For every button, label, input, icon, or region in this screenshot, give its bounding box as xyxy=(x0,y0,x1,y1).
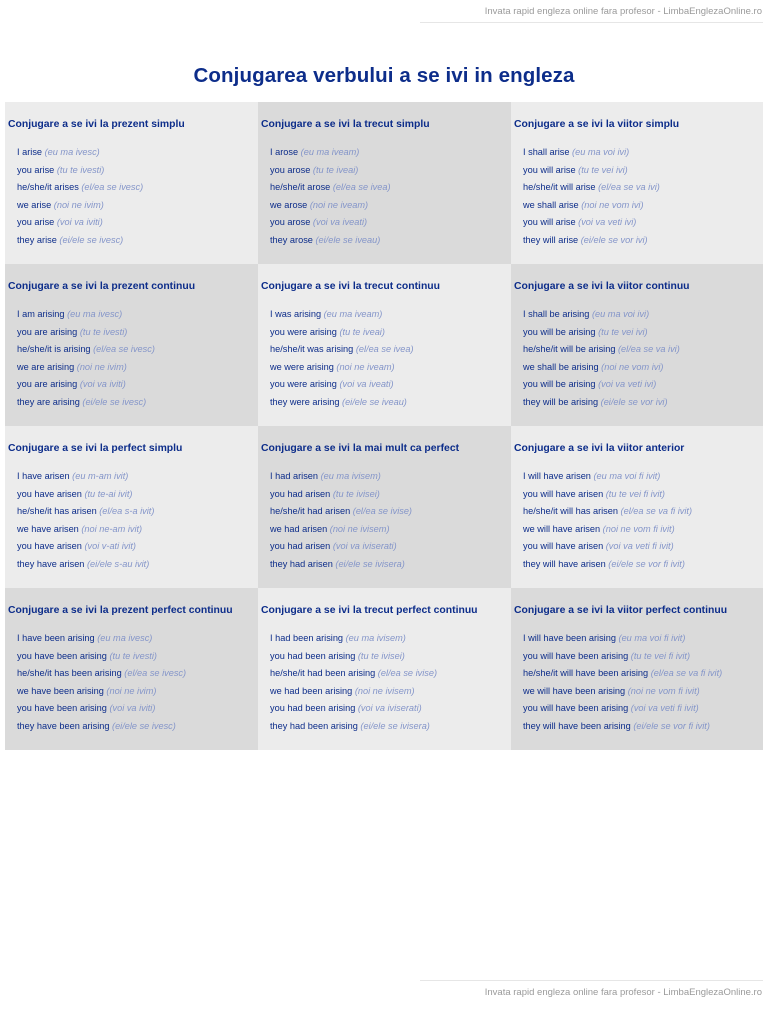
english-form: they have arisen xyxy=(17,558,85,569)
conjugation-row xyxy=(523,179,760,197)
english-form: I will have arisen xyxy=(523,471,591,481)
romanian-translation: (eu ma voi fi ivit) xyxy=(593,471,661,481)
romanian-translation: (noi ne iveam) xyxy=(309,199,369,210)
conjugation-row xyxy=(270,468,508,486)
page-title: Conjugarea verbului a se ivi in engleza xyxy=(193,63,575,87)
conjugation-row xyxy=(17,468,255,486)
romanian-translation: (el/ea se va ivi) xyxy=(618,344,680,355)
tense-card xyxy=(511,264,763,426)
english-form: you had arisen xyxy=(270,541,331,552)
conjugation-row xyxy=(270,144,508,162)
conjugation-row xyxy=(17,700,255,718)
romanian-translation: (eu ma voi ivi) xyxy=(572,147,630,157)
romanian-translation: (voi va iveati) xyxy=(312,217,368,228)
romanian-translation: (ei/ele se ivisera) xyxy=(335,558,405,569)
conjugation-list xyxy=(261,144,508,250)
conjugation-list xyxy=(8,468,255,574)
conjugation-list xyxy=(514,144,760,250)
tense-card xyxy=(5,264,258,426)
tense-title: Conjugare a se ivi la prezent simplu xyxy=(8,119,185,130)
romanian-translation: (voi va iviserati) xyxy=(357,703,422,714)
conjugation-row xyxy=(17,630,255,648)
conjugation-row xyxy=(270,306,508,324)
romanian-translation: (eu ma ivesc) xyxy=(67,309,123,319)
romanian-translation: (voi va iviserati) xyxy=(332,541,397,552)
english-form: you will be arising xyxy=(523,326,596,337)
english-form: he/she/it is arising xyxy=(17,344,91,355)
romanian-translation: (eu m-am ivit) xyxy=(72,471,129,481)
english-form: you have arisen xyxy=(17,488,82,499)
conjugation-row xyxy=(523,521,760,539)
conjugation-row xyxy=(270,214,508,232)
english-form: I arise xyxy=(17,147,43,157)
romanian-translation: (ei/ele se ivesc) xyxy=(112,720,176,731)
conjugation-row xyxy=(270,179,508,197)
conjugation-row xyxy=(17,648,255,666)
conjugation-row xyxy=(17,232,255,250)
romanian-translation: (eu ma ivisem) xyxy=(345,633,406,643)
tense-card xyxy=(5,102,258,264)
english-form: we were arising xyxy=(270,361,334,372)
conjugation-row xyxy=(270,538,508,556)
tense-title: Conjugare a se ivi la viitor continuu xyxy=(514,281,690,292)
conjugation-row xyxy=(17,556,255,574)
conjugation-row xyxy=(17,144,255,162)
tense-card xyxy=(5,588,258,750)
romanian-translation: (tu te vei fi ivit) xyxy=(605,488,665,499)
romanian-translation: (eu ma ivesc) xyxy=(97,633,153,643)
english-form: they will have been arising xyxy=(523,720,631,731)
conjugation-list xyxy=(514,468,760,574)
english-form: we will have been arising xyxy=(523,685,626,696)
tense-card xyxy=(258,426,511,588)
tense-card xyxy=(511,102,763,264)
conjugation-row xyxy=(523,648,760,666)
conjugation-list xyxy=(8,630,255,736)
romanian-translation: (noi ne ivim) xyxy=(76,361,127,372)
english-form: we arose xyxy=(270,199,308,210)
romanian-translation: (ei/ele se iveau) xyxy=(342,396,407,407)
romanian-translation: (voi v-ati ivit) xyxy=(84,541,136,552)
english-form: I am arising xyxy=(17,309,65,319)
english-form: you have been arising xyxy=(17,703,107,714)
romanian-translation: (ei/ele se ivesc) xyxy=(82,396,147,407)
conjugation-row xyxy=(523,630,760,648)
english-form: you were arising xyxy=(270,326,337,337)
english-form: I will have been arising xyxy=(523,633,616,643)
tense-card xyxy=(511,426,763,588)
romanian-translation: (noi ne vom ivi) xyxy=(581,199,644,210)
english-form: we had arisen xyxy=(270,523,328,534)
english-form: he/she/it has been arising xyxy=(17,668,122,679)
english-form: he/she/it arose xyxy=(270,182,331,193)
romanian-translation: (el/ea se ivea) xyxy=(355,344,414,355)
english-form: you will have arisen xyxy=(523,488,604,499)
romanian-translation: (voi va iviti) xyxy=(79,379,126,390)
romanian-translation: (tu te ivesti) xyxy=(109,650,157,661)
tense-card xyxy=(258,102,511,264)
romanian-translation: (el/ea s-a ivit) xyxy=(99,506,155,517)
tense-card xyxy=(258,588,511,750)
english-form: you will be arising xyxy=(523,379,596,390)
english-form: we will have arisen xyxy=(523,523,601,534)
tense-title: Conjugare a se ivi la viitor simplu xyxy=(514,119,680,130)
english-form: they had arisen xyxy=(270,558,333,569)
romanian-translation: (el/ea se ivesc) xyxy=(93,344,155,355)
english-form: you will have arisen xyxy=(523,541,604,552)
conjugation-row xyxy=(17,503,255,521)
romanian-translation: (ei/ele se vor fi ivit) xyxy=(608,558,685,569)
conjugation-row xyxy=(270,486,508,504)
tense-title: Conjugare a se ivi la trecut continuu xyxy=(261,281,440,292)
romanian-translation: (eu ma iveam) xyxy=(323,309,383,319)
romanian-translation: (voi va iveati) xyxy=(339,379,394,390)
tense-title: Conjugare a se ivi la prezent continuu xyxy=(8,281,196,292)
conjugation-row xyxy=(17,718,255,736)
conjugation-row xyxy=(17,341,255,359)
conjugation-row xyxy=(17,306,255,324)
english-form: he/she/it has arisen xyxy=(17,506,97,517)
romanian-translation: (eu ma voi ivi) xyxy=(591,309,650,319)
english-form: we have been arising xyxy=(17,685,104,696)
conjugation-row xyxy=(270,232,508,250)
conjugation-row xyxy=(270,648,508,666)
conjugation-row xyxy=(17,162,255,180)
english-form: you had been arising xyxy=(270,650,356,661)
conjugation-row xyxy=(523,718,760,736)
english-form: they will be arising xyxy=(523,396,599,407)
conjugation-row xyxy=(270,556,508,574)
romanian-translation: (ei/ele se vor ivi) xyxy=(600,396,668,407)
tense-title: Conjugare a se ivi la perfect simplu xyxy=(8,443,183,454)
romanian-translation: (noi ne iveam) xyxy=(336,361,395,372)
english-form: I arose xyxy=(270,147,299,157)
english-form: he/she/it will arise xyxy=(523,182,596,193)
tense-title: Conjugare a se ivi la viitor anterior xyxy=(514,443,685,454)
romanian-translation: (ei/ele se iveau) xyxy=(315,234,381,245)
english-form: you have arisen xyxy=(17,541,82,552)
english-form: they have been arising xyxy=(17,720,110,731)
conjugation-row xyxy=(523,341,760,359)
conjugation-row xyxy=(523,144,760,162)
romanian-translation: (eu ma iveam) xyxy=(300,147,360,157)
english-form: we had been arising xyxy=(270,685,353,696)
romanian-translation: (noi ne vom fi ivit) xyxy=(627,685,700,696)
romanian-translation: (tu te iveai) xyxy=(339,326,385,337)
romanian-translation: (ei/ele se vor fi ivit) xyxy=(633,720,710,731)
english-form: I shall be arising xyxy=(523,309,590,319)
romanian-translation: (noi ne ivisem) xyxy=(354,685,415,696)
tense-title: Conjugare a se ivi la prezent perfect continuu xyxy=(8,605,233,616)
english-form: you are arising xyxy=(17,379,78,390)
english-form: we are arising xyxy=(17,361,75,372)
romanian-translation: (tu te ivesti) xyxy=(79,326,128,337)
tense-card xyxy=(5,426,258,588)
romanian-translation: (ei/ele s-au ivit) xyxy=(86,558,150,569)
romanian-translation: (el/ea se va fi ivit) xyxy=(620,506,693,517)
english-form: I have been arising xyxy=(17,633,95,643)
conjugation-row xyxy=(523,162,760,180)
conjugation-row xyxy=(523,556,760,574)
romanian-translation: (noi ne vom ivi) xyxy=(601,361,664,372)
english-form: they arose xyxy=(270,234,313,245)
conjugation-row xyxy=(270,718,508,736)
conjugation-row xyxy=(270,683,508,701)
tense-title: Conjugare a se ivi la viitor perfect continuu xyxy=(514,605,728,616)
conjugation-row xyxy=(17,197,255,215)
romanian-translation: (el/ea se ivea) xyxy=(332,182,391,193)
romanian-translation: (eu ma ivesc) xyxy=(44,147,100,157)
conjugation-row xyxy=(17,359,255,377)
romanian-translation: (eu ma ivisem) xyxy=(320,471,381,481)
conjugation-row xyxy=(270,665,508,683)
romanian-translation: (voi va iviti) xyxy=(109,703,156,714)
english-form: you arise xyxy=(17,217,55,228)
conjugation-row xyxy=(17,394,255,412)
romanian-translation: (tu te ivisei) xyxy=(332,488,380,499)
english-form: you had been arising xyxy=(270,703,356,714)
tense-title: Conjugare a se ivi la mai mult ca perfect xyxy=(261,443,460,454)
english-form: we shall arise xyxy=(523,199,579,210)
conjugation-row xyxy=(17,324,255,342)
romanian-translation: (tu te vei fi ivit) xyxy=(630,650,691,661)
english-form: they will arise xyxy=(523,234,579,245)
conjugation-row xyxy=(270,324,508,342)
english-form: you had arisen xyxy=(270,488,331,499)
english-form: you will have been arising xyxy=(523,703,629,714)
conjugation-row xyxy=(17,538,255,556)
footer-site-note: Invata rapid engleza online fara profesor - LimbaEnglezaOnline.ro xyxy=(484,987,762,998)
romanian-translation: (tu te ivisei) xyxy=(357,650,405,661)
conjugation-row xyxy=(270,700,508,718)
conjugation-row xyxy=(270,341,508,359)
tense-card xyxy=(511,588,763,750)
conjugation-row xyxy=(270,162,508,180)
english-form: he/she/it will be arising xyxy=(523,344,616,355)
conjugation-list xyxy=(8,144,255,250)
conjugation-row xyxy=(523,359,760,377)
romanian-translation: (tu te vei ivi) xyxy=(598,326,648,337)
english-form: they arise xyxy=(17,234,57,245)
conjugation-row xyxy=(270,394,508,412)
conjugation-row xyxy=(17,683,255,701)
conjugation-grid xyxy=(5,102,763,750)
romanian-translation: (voi va veti fi ivit) xyxy=(605,541,674,552)
conjugation-list xyxy=(261,630,508,736)
romanian-translation: (ei/ele se vor ivi) xyxy=(580,234,648,245)
conjugation-row xyxy=(17,376,255,394)
romanian-translation: (voi va veti ivi) xyxy=(578,217,637,228)
english-form: you have been arising xyxy=(17,650,107,661)
english-form: you are arising xyxy=(17,326,78,337)
romanian-translation: (ei/ele se ivesc) xyxy=(59,234,124,245)
english-form: I have arisen xyxy=(17,471,70,481)
romanian-translation: (noi ne-am ivit) xyxy=(81,523,143,534)
romanian-translation: (voi va veti fi ivit) xyxy=(630,703,699,714)
conjugation-row xyxy=(523,538,760,556)
romanian-translation: (voi va iviti) xyxy=(56,217,103,228)
conjugation-row xyxy=(523,214,760,232)
romanian-translation: (noi ne vom fi ivit) xyxy=(602,523,675,534)
romanian-translation: (ei/ele se ivisera) xyxy=(360,720,430,731)
romanian-translation: (el/ea se ivesc) xyxy=(81,182,144,193)
english-form: we arise xyxy=(17,199,52,210)
conjugation-row xyxy=(270,521,508,539)
english-form: they were arising xyxy=(270,396,340,407)
english-form: he/she/it arises xyxy=(17,182,79,193)
romanian-translation: (el/ea se ivesc) xyxy=(124,668,187,679)
romanian-translation: (el/ea se ivise) xyxy=(377,668,438,679)
tense-card xyxy=(258,264,511,426)
english-form: you were arising xyxy=(270,379,337,390)
conjugation-list xyxy=(514,306,760,412)
romanian-translation: (tu te iveai) xyxy=(312,164,359,175)
english-form: he/she/it will has arisen xyxy=(523,506,618,517)
conjugation-row xyxy=(270,197,508,215)
header-divider xyxy=(420,22,763,23)
header-site-note: Invata rapid engleza online fara profesor - LimbaEnglezaOnline.ro xyxy=(484,6,762,17)
conjugation-row xyxy=(523,683,760,701)
conjugation-row xyxy=(523,376,760,394)
conjugation-row xyxy=(523,486,760,504)
conjugation-row xyxy=(17,521,255,539)
english-form: we shall be arising xyxy=(523,361,599,372)
tense-title: Conjugare a se ivi la trecut perfect continuu xyxy=(261,605,478,616)
conjugation-row xyxy=(17,486,255,504)
romanian-translation: (eu ma voi fi ivit) xyxy=(618,633,686,643)
conjugation-row xyxy=(523,503,760,521)
english-form: they had been arising xyxy=(270,720,358,731)
english-form: he/she/it had arisen xyxy=(270,506,351,517)
conjugation-row xyxy=(270,630,508,648)
conjugation-row xyxy=(523,232,760,250)
conjugation-row xyxy=(523,324,760,342)
conjugation-row xyxy=(270,376,508,394)
romanian-translation: (noi ne ivim) xyxy=(53,199,104,210)
romanian-translation: (noi ne ivisem) xyxy=(329,523,390,534)
english-form: you will arise xyxy=(523,217,576,228)
romanian-translation: (el/ea se va fi ivit) xyxy=(650,668,723,679)
conjugation-row xyxy=(270,359,508,377)
conjugation-row xyxy=(17,665,255,683)
romanian-translation: (tu te vei ivi) xyxy=(578,164,628,175)
conjugation-list xyxy=(261,468,508,574)
english-form: he/she/it had been arising xyxy=(270,668,376,679)
conjugation-row xyxy=(523,197,760,215)
romanian-translation: (el/ea se va ivi) xyxy=(598,182,660,193)
english-form: they will have arisen xyxy=(523,558,606,569)
english-form: I had been arising xyxy=(270,633,344,643)
conjugation-list xyxy=(514,630,760,736)
english-form: you arose xyxy=(270,164,311,175)
english-form: he/she/it was arising xyxy=(270,344,354,355)
conjugation-row xyxy=(523,700,760,718)
english-form: we have arisen xyxy=(17,523,79,534)
conjugation-list xyxy=(261,306,508,412)
english-form: he/she/it will have been arising xyxy=(523,668,649,679)
english-form: you will arise xyxy=(523,164,576,175)
conjugation-row xyxy=(17,179,255,197)
conjugation-row xyxy=(523,306,760,324)
conjugation-row xyxy=(523,394,760,412)
english-form: I had arisen xyxy=(270,471,319,481)
tense-title: Conjugare a se ivi la trecut simplu xyxy=(261,119,430,130)
conjugation-row xyxy=(523,468,760,486)
english-form: they are arising xyxy=(17,396,80,407)
romanian-translation: (el/ea se ivise) xyxy=(352,506,412,517)
conjugation-row xyxy=(523,665,760,683)
conjugation-list xyxy=(8,306,255,412)
english-form: you will have been arising xyxy=(523,650,629,661)
conjugation-row xyxy=(17,214,255,232)
romanian-translation: (tu te-ai ivit) xyxy=(84,488,133,499)
conjugation-row xyxy=(270,503,508,521)
english-form: you arose xyxy=(270,217,311,228)
romanian-translation: (voi va veti ivi) xyxy=(598,379,657,390)
english-form: you arise xyxy=(17,164,55,175)
english-form: I was arising xyxy=(270,309,322,319)
english-form: I shall arise xyxy=(523,147,570,157)
romanian-translation: (tu te ivesti) xyxy=(56,164,105,175)
footer-divider xyxy=(420,980,763,981)
romanian-translation: (noi ne ivim) xyxy=(106,685,157,696)
